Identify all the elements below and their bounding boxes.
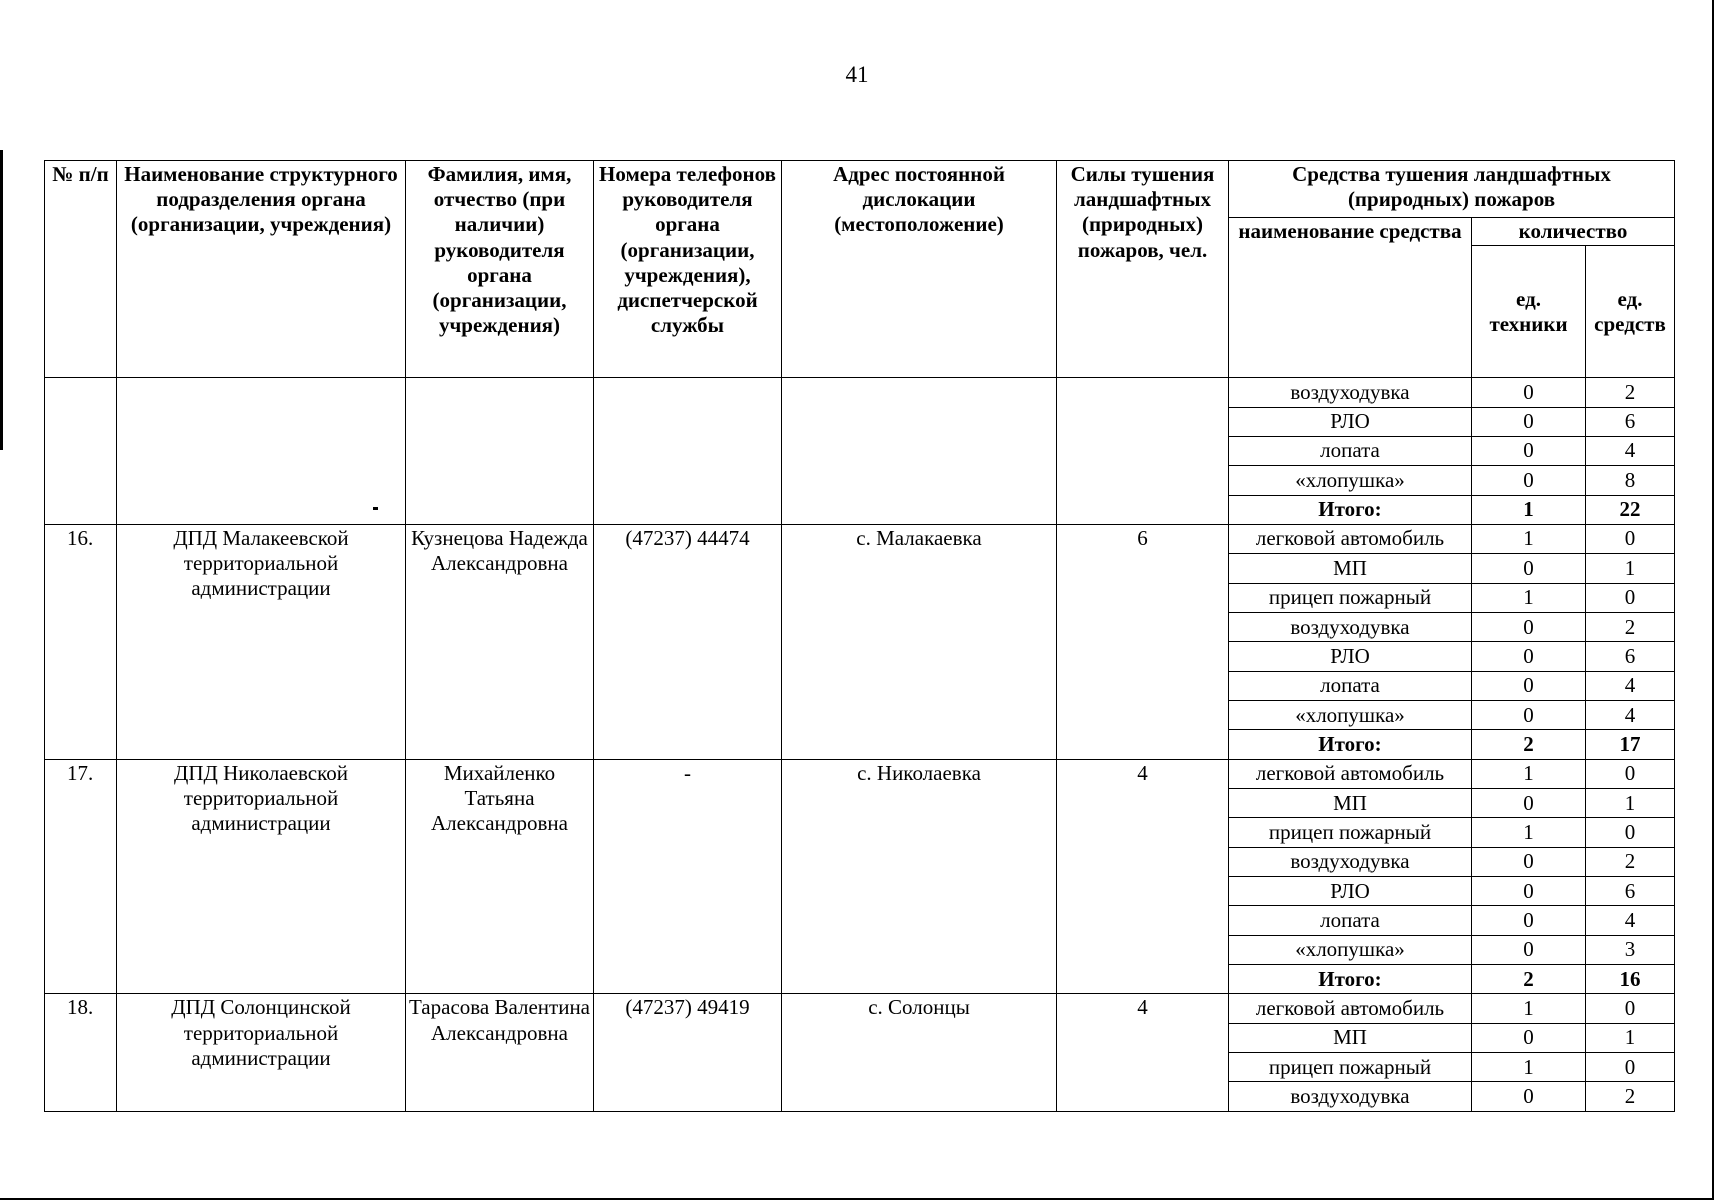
units-means-cell: 0 xyxy=(1586,759,1675,788)
units-means-cell: 16 xyxy=(1586,965,1675,994)
fire-means-table xyxy=(44,160,1675,1112)
means-name-cell: РЛО xyxy=(1229,877,1472,906)
units-means-cell: 6 xyxy=(1586,877,1675,906)
units-means-cell: 0 xyxy=(1586,1053,1675,1082)
units-tech-cell: 1 xyxy=(1472,495,1586,524)
means-name-cell: прицеп пожарный xyxy=(1229,1053,1472,1082)
means-name-cell: лопата xyxy=(1229,436,1472,465)
units-tech-cell: 0 xyxy=(1472,877,1586,906)
units-tech-cell: 0 xyxy=(1472,642,1586,671)
units-tech-cell: 0 xyxy=(1472,935,1586,964)
units-means-cell: 2 xyxy=(1586,378,1675,407)
subdivision-cell: ДПД Николаевской территориальной администрации xyxy=(117,759,406,994)
num-cell: 16. xyxy=(45,524,117,759)
units-tech-cell: 1 xyxy=(1472,994,1586,1023)
means-name-cell: воздуходувка xyxy=(1229,1082,1472,1112)
units-tech-cell: 0 xyxy=(1472,847,1586,876)
head-cell: Кузнецова Надежда Александровна xyxy=(406,524,594,759)
units-means-cell: 0 xyxy=(1586,524,1675,553)
units-means-cell: 2 xyxy=(1586,847,1675,876)
units-means-cell: 22 xyxy=(1586,495,1675,524)
means-name-cell: воздуходувка xyxy=(1229,378,1472,407)
units-means-cell: 8 xyxy=(1586,466,1675,495)
table-row xyxy=(45,378,1675,407)
header-units-means: ед. средств xyxy=(1586,246,1675,378)
header-quantity: количество xyxy=(1472,218,1675,246)
subdivision-cell xyxy=(117,378,406,525)
forces-cell xyxy=(1057,378,1229,525)
header-means-group: Средства тушения ландшафтных (природных) пожаров xyxy=(1229,161,1675,218)
units-tech-cell: 0 xyxy=(1472,1082,1586,1112)
units-tech-cell: 0 xyxy=(1472,436,1586,465)
header-forces: Силы тушения ландшафтных (природных) пожаров, чел. xyxy=(1057,161,1229,378)
subdivision-cell: ДПД Солонцинской территориальной администрации xyxy=(117,994,406,1112)
phone-cell: (47237) 49419 xyxy=(594,994,782,1112)
means-name-cell: лопата xyxy=(1229,906,1472,935)
units-tech-cell: 0 xyxy=(1472,671,1586,700)
phone-cell xyxy=(594,378,782,525)
means-name-cell: Итого: xyxy=(1229,965,1472,994)
units-tech-cell: 0 xyxy=(1472,407,1586,436)
header-subdivision: Наименование структурного подразделения органа (организации, учреждения) xyxy=(117,161,406,378)
address-cell: с. Солонцы xyxy=(782,994,1057,1112)
units-tech-cell: 0 xyxy=(1472,906,1586,935)
units-means-cell: 1 xyxy=(1586,554,1675,583)
units-tech-cell: 0 xyxy=(1472,789,1586,818)
units-tech-cell: 1 xyxy=(1472,759,1586,788)
units-means-cell: 4 xyxy=(1586,436,1675,465)
units-tech-cell: 0 xyxy=(1472,378,1586,407)
address-cell xyxy=(782,378,1057,525)
table-row xyxy=(45,994,1675,1023)
address-cell: с. Малакаевка xyxy=(782,524,1057,759)
means-name-cell: Итого: xyxy=(1229,730,1472,759)
units-means-cell: 1 xyxy=(1586,1023,1675,1052)
units-tech-cell: 2 xyxy=(1472,730,1586,759)
means-name-cell: МП xyxy=(1229,554,1472,583)
header-head-name: Фамилия, имя, отчество (при наличии) руководителя органа (организации, учреждения) xyxy=(406,161,594,378)
means-name-cell: «хлопушка» xyxy=(1229,700,1472,729)
table-row xyxy=(45,759,1675,788)
means-name-cell: воздуходувка xyxy=(1229,847,1472,876)
units-tech-cell: 1 xyxy=(1472,524,1586,553)
forces-cell: 6 xyxy=(1057,524,1229,759)
units-tech-cell: 0 xyxy=(1472,554,1586,583)
subdivision-cell: ДПД Малакеевской территориальной администрации xyxy=(117,524,406,759)
forces-cell: 4 xyxy=(1057,759,1229,994)
head-cell: Михайленко Татьяна Александровна xyxy=(406,759,594,994)
units-tech-cell: 1 xyxy=(1472,1053,1586,1082)
means-name-cell: МП xyxy=(1229,1023,1472,1052)
forces-cell: 4 xyxy=(1057,994,1229,1112)
header-num: № п/п xyxy=(45,161,117,378)
units-tech-cell: 0 xyxy=(1472,466,1586,495)
address-cell: с. Николаевка xyxy=(782,759,1057,994)
num-cell: 17. xyxy=(45,759,117,994)
table-header xyxy=(45,161,1675,378)
head-cell xyxy=(406,378,594,525)
header-units-tech: ед. техники xyxy=(1472,246,1586,378)
units-tech-cell: 0 xyxy=(1472,612,1586,641)
units-means-cell: 17 xyxy=(1586,730,1675,759)
means-name-cell: МП xyxy=(1229,789,1472,818)
means-name-cell: лопата xyxy=(1229,671,1472,700)
units-tech-cell: 1 xyxy=(1472,818,1586,847)
means-name-cell: РЛО xyxy=(1229,642,1472,671)
means-name-cell: легковой автомобиль xyxy=(1229,759,1472,788)
phone-cell: (47237) 44474 xyxy=(594,524,782,759)
head-cell: Тарасова Валентина Александровна xyxy=(406,994,594,1112)
means-name-cell: прицеп пожарный xyxy=(1229,818,1472,847)
means-name-cell: РЛО xyxy=(1229,407,1472,436)
units-means-cell: 0 xyxy=(1586,583,1675,612)
units-means-cell: 0 xyxy=(1586,994,1675,1023)
num-cell: 18. xyxy=(45,994,117,1112)
num-cell xyxy=(45,378,117,525)
units-means-cell: 6 xyxy=(1586,407,1675,436)
table-row xyxy=(45,524,1675,553)
header-phones: Номера телефонов руководителя органа (организации, учреждения), диспетчерской службы xyxy=(594,161,782,378)
units-means-cell: 3 xyxy=(1586,935,1675,964)
means-name-cell: прицеп пожарный xyxy=(1229,583,1472,612)
means-name-cell: «хлопушка» xyxy=(1229,935,1472,964)
units-means-cell: 4 xyxy=(1586,906,1675,935)
page-number: 41 xyxy=(845,62,869,87)
units-tech-cell: 2 xyxy=(1472,965,1586,994)
phone-cell: - xyxy=(594,759,782,994)
units-means-cell: 0 xyxy=(1586,818,1675,847)
scan-edge-mark xyxy=(0,150,3,450)
units-means-cell: 4 xyxy=(1586,671,1675,700)
units-means-cell: 6 xyxy=(1586,642,1675,671)
units-tech-cell: 0 xyxy=(1472,1023,1586,1052)
means-name-cell: воздуходувка xyxy=(1229,612,1472,641)
means-name-cell: Итого: xyxy=(1229,495,1472,524)
units-means-cell: 2 xyxy=(1586,612,1675,641)
units-tech-cell: 1 xyxy=(1472,583,1586,612)
header-means-name: наименование средства xyxy=(1229,218,1472,378)
units-means-cell: 2 xyxy=(1586,1082,1675,1112)
means-name-cell: легковой автомобиль xyxy=(1229,994,1472,1023)
units-means-cell: 4 xyxy=(1586,700,1675,729)
table-body xyxy=(45,378,1675,1112)
means-name-cell: «хлопушка» xyxy=(1229,466,1472,495)
means-name-cell: легковой автомобиль xyxy=(1229,524,1472,553)
units-tech-cell: 0 xyxy=(1472,700,1586,729)
header-address: Адрес постоянной дислокации (местоположение) xyxy=(782,161,1057,378)
units-means-cell: 1 xyxy=(1586,789,1675,818)
